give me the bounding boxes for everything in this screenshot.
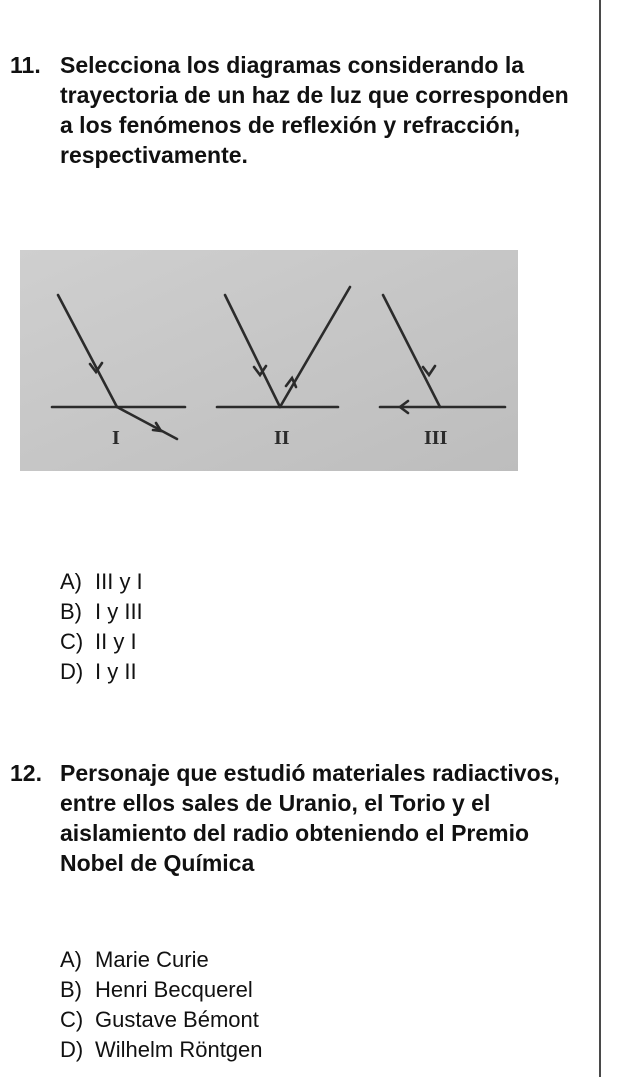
option-text: III y I: [95, 569, 143, 594]
question-12-options: [60, 945, 263, 1065]
option-d[interactable]: [60, 1035, 263, 1065]
light-ray-diagrams: [20, 250, 518, 471]
option-text: I y II: [95, 659, 137, 684]
option-letter: A): [60, 947, 82, 972]
option-text: Marie Curie: [95, 947, 209, 972]
option-b[interactable]: [60, 975, 263, 1005]
margin-rule: [599, 0, 601, 1077]
option-text: Henri Becquerel: [95, 977, 253, 1002]
option-b[interactable]: [60, 597, 143, 627]
diagram-ii-label: II: [274, 427, 290, 449]
question-11-text: Selecciona los diagramas considerando la trayectoria de un haz de luz que corresponden a los fenómenos de reflexión y refracción, respectivamente.: [60, 52, 569, 168]
question-12-number: 12.: [10, 760, 42, 786]
option-a[interactable]: [60, 945, 263, 975]
question-12-text: Personaje que estudió materiales radiactivos, entre ellos sales de Uranio, el Torio y el aislamiento del radio obteniendo el Premio Nobel de Química: [60, 760, 560, 876]
option-c[interactable]: [60, 627, 143, 657]
light-ray-diagrams-photo: [20, 250, 518, 471]
option-letter: B): [60, 977, 82, 1002]
option-letter: C): [60, 1007, 84, 1032]
option-letter: C): [60, 629, 84, 654]
diagram-iii-label: III: [424, 427, 448, 449]
option-text: I y III: [95, 599, 143, 624]
option-letter: A): [60, 569, 82, 594]
diagram-i-label: I: [112, 427, 120, 449]
option-letter: D): [60, 1037, 84, 1062]
option-text: II y I: [95, 629, 137, 654]
question-11-number: 11.: [10, 52, 41, 78]
option-letter: D): [60, 659, 84, 684]
option-a[interactable]: [60, 567, 143, 597]
option-d[interactable]: [60, 657, 143, 687]
option-letter: B): [60, 599, 82, 624]
question-11-options: [60, 567, 143, 687]
option-text: Gustave Bémont: [95, 1007, 259, 1032]
option-text: Wilhelm Röntgen: [95, 1037, 263, 1062]
option-c[interactable]: [60, 1005, 263, 1035]
